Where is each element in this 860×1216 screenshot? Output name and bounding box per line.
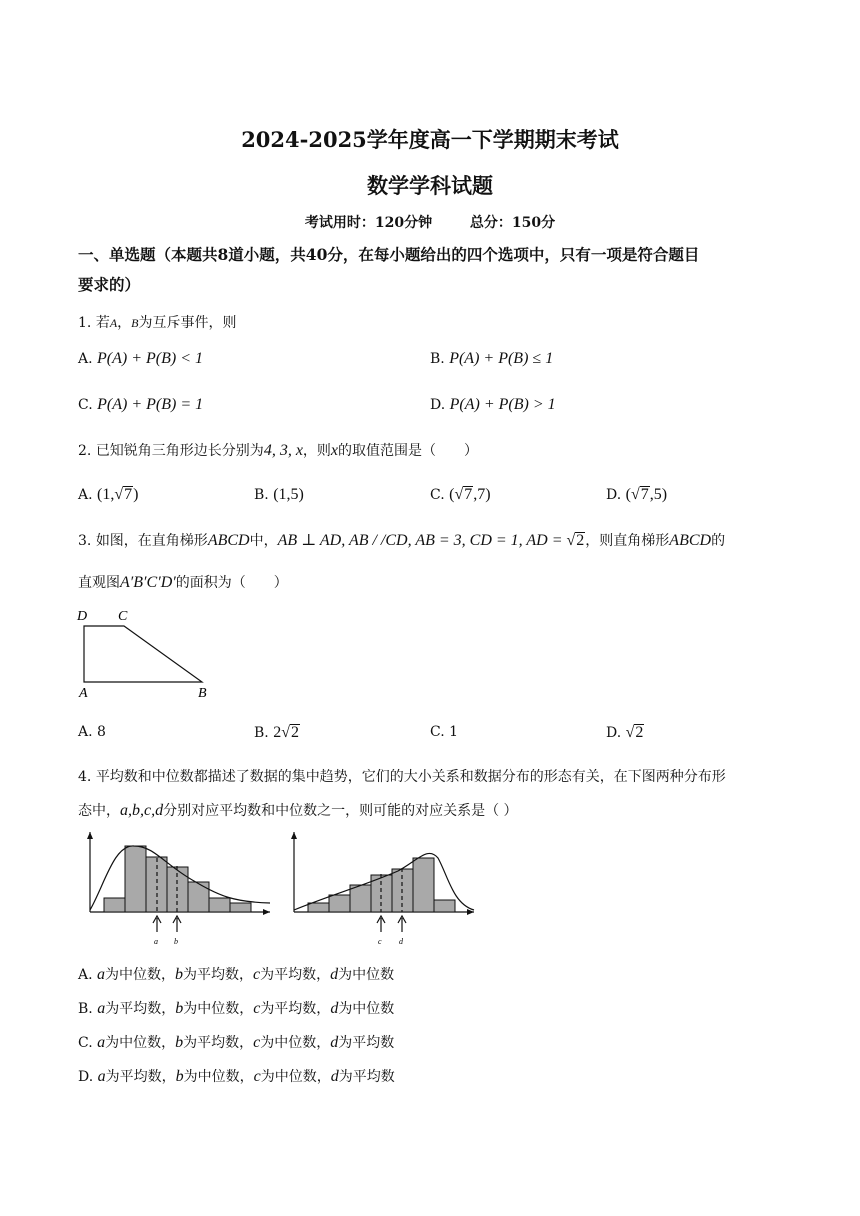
label-a: A — [79, 686, 88, 701]
bar-2 — [329, 895, 350, 912]
y-arrow — [291, 832, 297, 839]
section-heading-line1: 一、单选题（本题共8道小题，共40分，在每小题给出的四个选项中，只有一项是符合题目 — [78, 245, 700, 264]
label-c: C — [118, 609, 128, 624]
exam-time: 考试用时：120分钟 — [304, 215, 433, 231]
question-3-option-b[interactable]: B. 2√2 — [254, 724, 299, 741]
trapezoid-outline — [84, 626, 202, 682]
exam-title: 2024-2025学年度高一下学期期末考试 — [241, 127, 619, 152]
question-2-option-d[interactable]: D. (√7,5) — [606, 486, 668, 503]
question-4-option-d[interactable]: D. a为平均数，b为中位数，c为中位数，d为平均数 — [78, 1068, 395, 1085]
label-b-mark: b — [174, 937, 178, 946]
bar-1 — [104, 898, 125, 912]
question-3-option-d[interactable]: D. √2 — [606, 724, 644, 741]
subject-title: 数学学科试题 — [367, 173, 493, 198]
question-4-stem-line2: 态中，a,b,c,d分别对应平均数和中位数之一，则可能的对应关系是（ ） — [78, 802, 518, 819]
label-b: B — [198, 686, 207, 701]
question-1-option-c[interactable]: C. P(A) + P(B) = 1 — [78, 396, 204, 413]
total-score: 总分：150分 — [469, 215, 556, 231]
label-c-mark: c — [378, 937, 382, 946]
section-heading — [78, 240, 788, 300]
question-2-stem: 2. 已知锐角三角形边长分别为4, 3, x，则x的取值范围是（ ） — [78, 442, 479, 459]
question-4-option-a[interactable]: A. a为中位数，b为平均数，c为平均数，d为中位数 — [78, 966, 395, 983]
bar-3 — [350, 885, 371, 912]
exam-info — [0, 212, 860, 232]
arrow-b — [173, 916, 181, 932]
question-2-option-b[interactable]: B. (1,5) — [254, 486, 304, 503]
question-3-stem-line1: 3. 如图，在直角梯形ABCD中，AB ⊥ AD, AB / /CD, AB = 3, CD = 1, AD = √2，则直角梯形ABCD的 — [78, 532, 726, 549]
question-2-option-a[interactable]: A. (1,√7) — [78, 486, 139, 503]
bar-6 — [209, 898, 230, 912]
question-1-option-b[interactable]: B. P(A) + P(B) ≤ 1 — [430, 350, 554, 367]
arrow-a — [153, 916, 161, 932]
arrow-c — [377, 916, 385, 932]
arrow-d — [398, 916, 406, 932]
label-d: D — [77, 609, 88, 624]
x-arrow — [263, 909, 270, 915]
bar-2 — [125, 846, 146, 912]
label-d-mark: d — [399, 937, 403, 946]
trapezoid-figure — [74, 604, 224, 704]
question-1-option-a[interactable]: A. P(A) + P(B) < 1 — [78, 350, 204, 367]
question-3-stem-line2: 直观图A′B′C′D′的面积为（ ） — [78, 574, 288, 591]
question-3-option-c[interactable]: C. 1 — [430, 724, 459, 740]
section-heading-line2: 要求的） — [78, 275, 141, 294]
y-arrow — [87, 832, 93, 839]
bar-7 — [434, 900, 455, 912]
question-4-option-c[interactable]: C. a为中位数，b为平均数，c为中位数，d为平均数 — [78, 1034, 395, 1051]
question-3-option-a[interactable]: A. 8 — [78, 724, 106, 740]
bar-6 — [413, 858, 434, 912]
question-1-option-d[interactable]: D. P(A) + P(B) > 1 — [430, 396, 556, 413]
histogram-left-skewed — [288, 826, 484, 950]
histogram-right-skewed — [84, 826, 280, 950]
question-4-stem-line1: 4. 平均数和中位数都描述了数据的集中趋势，它们的大小关系和数据分布的形态有关，在下图两种分布形 — [78, 769, 726, 785]
question-1-stem: 1. 若A，B为互斥事件，则 — [78, 315, 237, 331]
question-4-option-b[interactable]: B. a为平均数，b为中位数，c为平均数，d为中位数 — [78, 1000, 395, 1017]
bar-7 — [230, 903, 251, 912]
question-2-option-c[interactable]: C. (√7,7) — [430, 486, 491, 503]
bar-1 — [308, 903, 329, 912]
bar-5 — [188, 882, 209, 912]
label-a-mark: a — [154, 937, 158, 946]
